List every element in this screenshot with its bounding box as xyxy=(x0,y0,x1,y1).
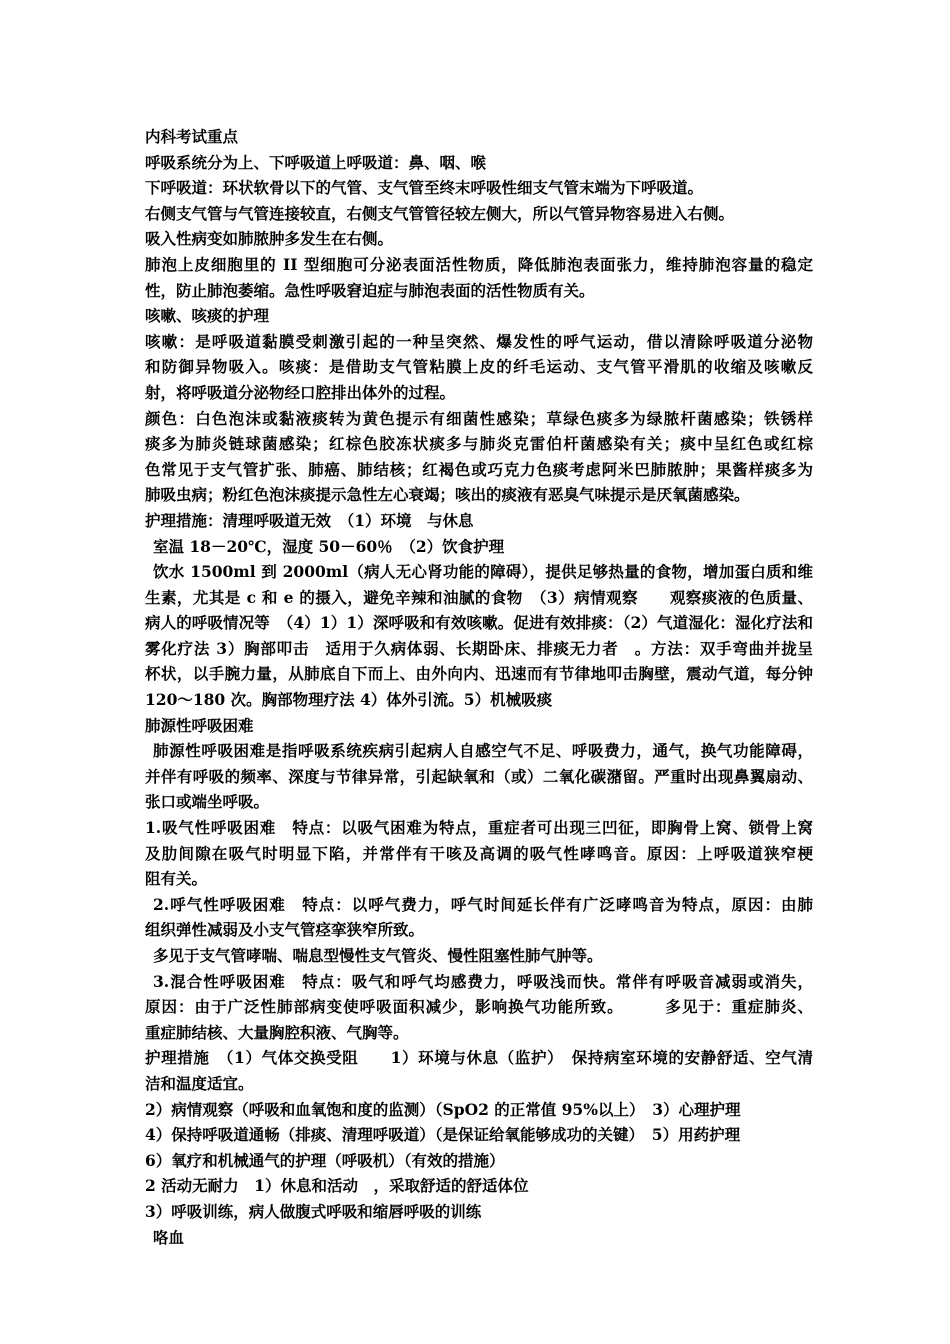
text-line: 6）氧疗和机械通气的护理（呼吸机）（有效的措施） xyxy=(145,1150,505,1170)
text-line: 病人的呼吸情况等 （4）1）1）深呼吸和有效咳嗽。促进有效排痰：（2）气道湿化：湿化疗法和 xyxy=(145,613,813,633)
text-line: 肺源性呼吸困难是指呼吸系统疾病引起病人自感空气不足、呼吸费力，通气，换气功能障碍， xyxy=(153,741,813,761)
text-line: 多见于支气管哮喘、喘息型慢性支气管炎、慢性阻塞性肺气肿等。 xyxy=(153,946,603,965)
text-line: 2 活动无耐力 1）休息和活动 ，采取舒适的舒适体位 xyxy=(145,1176,529,1196)
section-heading: 肺源性呼吸困难 xyxy=(145,715,254,735)
text-line: 雾化疗法 3）胸部叩击 适用于久病体弱、长期卧床、排痰无力者 。方法：双手弯曲并拢呈 xyxy=(145,638,813,658)
text-line: 呼吸系统分为上、下呼吸道上呼吸道：鼻、咽、喉 xyxy=(145,152,487,172)
text-line: 室温 18－20℃，湿度 50－60％ （2）饮食护理 xyxy=(153,536,505,556)
text-line: 和防御异物吸入。咳痰：是借助支气管粘膜上皮的纤毛运动、支气管平滑肌的收缩及咳嗽反 xyxy=(145,357,813,377)
text-line: 下呼吸道：环状软骨以下的气管、支气管至终末呼吸性细支气管末端为下呼吸道。 xyxy=(145,178,704,198)
text-line: 2）病情观察（呼吸和血氧饱和度的监测）（SpO2 的正常值 95%以上） 3）心理护理 xyxy=(145,1099,741,1119)
section-heading: 咳嗽、咳痰的护理 xyxy=(145,306,270,326)
doc-title: 内科考试重点 xyxy=(145,127,239,146)
text-line: 张口或端坐呼吸。 xyxy=(145,792,270,812)
text-line: 原因：由于广泛性肺部病变使呼吸面积减少，影响换气功能所致。 多见于：重症肺炎、 xyxy=(145,997,813,1017)
text-line: 及肋间隙在吸气时明显下陷，并常伴有干咳及高调的吸气性哮鸣音。原因：上呼吸道狭窄梗 xyxy=(145,843,813,863)
text-line: 右侧支气管与气管连接较直，右侧支气管管径较左侧大，所以气管异物容易进入右侧。 xyxy=(145,203,735,223)
text-line: 色常见于支气管扩张、肺癌、肺结核；红褐色或巧克力色痰考虑阿米巴肺脓肿；果酱样痰多为 xyxy=(145,459,813,479)
text-line: 杯状，以手腕力量，从肺底自下而上、由外向内、迅速而有节律地叩击胸壁，震动气道，每分钟 xyxy=(145,664,813,684)
text-line: 组织弹性减弱及小支气管痉挛狭窄所致。 xyxy=(145,920,425,940)
text-line: 护理措施：清理呼吸道无效 （1）环境 与休息 xyxy=(145,510,474,530)
text-line: 生素，尤其是 c 和 e 的摄入，避免辛辣和油腻的食物 （3）病情观察 观察痰液的色质量、 xyxy=(145,587,813,607)
text-line: 肺泡上皮细胞里的 II 型细胞可分泌表面活性物质，降低肺泡表面张力，维持肺泡容量的稳定 xyxy=(145,254,813,274)
text-line: 阻有关。 xyxy=(145,869,208,889)
text-line: 吸入性病变如肺脓肿多发生在右侧。 xyxy=(145,229,394,249)
document-body xyxy=(145,124,813,1250)
text-line: 颜色：白色泡沫或黏液痰转为黄色提示有细菌性感染；草绿色痰多为绿脓杆菌感染；铁锈样 xyxy=(145,408,813,428)
text-line: 3）呼吸训练，病人做腹式呼吸和缩唇呼吸的训练 xyxy=(145,1201,482,1221)
text-line: 1.吸气性呼吸困难 特点：以吸气困难为特点，重症者可出现三凹征，即胸骨上窝、锁骨上窝 xyxy=(145,818,813,838)
section-heading: 咯血 xyxy=(153,1227,185,1247)
text-line: 肺吸虫病；粉红色泡沫痰提示急性左心衰竭；咳出的痰液有恶臭气味提示是厌氧菌感染。 xyxy=(145,485,750,505)
text-line: 4）保持呼吸道通畅（排痰、清理呼吸道）（是保证给氧能够成功的关键） 5）用药护理 xyxy=(145,1125,741,1145)
text-line: 咳嗽：是呼吸道黏膜受刺激引起的一种呈突然、爆发性的呼气运动，借以清除呼吸道分泌物 xyxy=(145,331,813,351)
text-line: 性，防止肺泡萎缩。急性呼吸窘迫症与肺泡表面的活性物质有关。 xyxy=(145,280,595,300)
text-line: 饮水 1500ml 到 2000ml（病人无心肾功能的障碍），提供足够热量的食物，增加蛋白质和维 xyxy=(153,562,813,582)
text-line: 护理措施 （1）气体交换受阻 1）环境与休息（监护） 保持病室环境的安静舒适、空气清 xyxy=(145,1048,813,1068)
text-line: 射，将呼吸道分泌物经口腔排出体外的过程。 xyxy=(145,382,456,402)
text-line: 痰多为肺炎链球菌感染；红棕色胶冻状痰多与肺炎克雷伯杆菌感染有关；痰中呈红色或红棕 xyxy=(145,434,813,454)
text-line: 重症肺结核、大量胸腔积液、气胸等。 xyxy=(145,1022,409,1042)
text-line: 3.混合性呼吸困难 特点：吸气和呼气均感费力，呼吸浅而快。常伴有呼吸音减弱或消失， xyxy=(153,971,813,991)
text-line: 并伴有呼吸的频率、深度与节律异常，引起缺氧和（或）二氧化碳潴留。严重时出现鼻翼扇动、 xyxy=(145,766,813,786)
text-line: 2.呼气性呼吸困难 特点：以呼气费力，呼气时间延长伴有广泛哮鸣音为特点，原因：由肺 xyxy=(153,894,813,914)
text-line: 洁和温度适宜。 xyxy=(145,1073,254,1093)
text-line: 120～180 次。胸部物理疗法 4）体外引流。5）机械吸痰 xyxy=(145,690,553,710)
